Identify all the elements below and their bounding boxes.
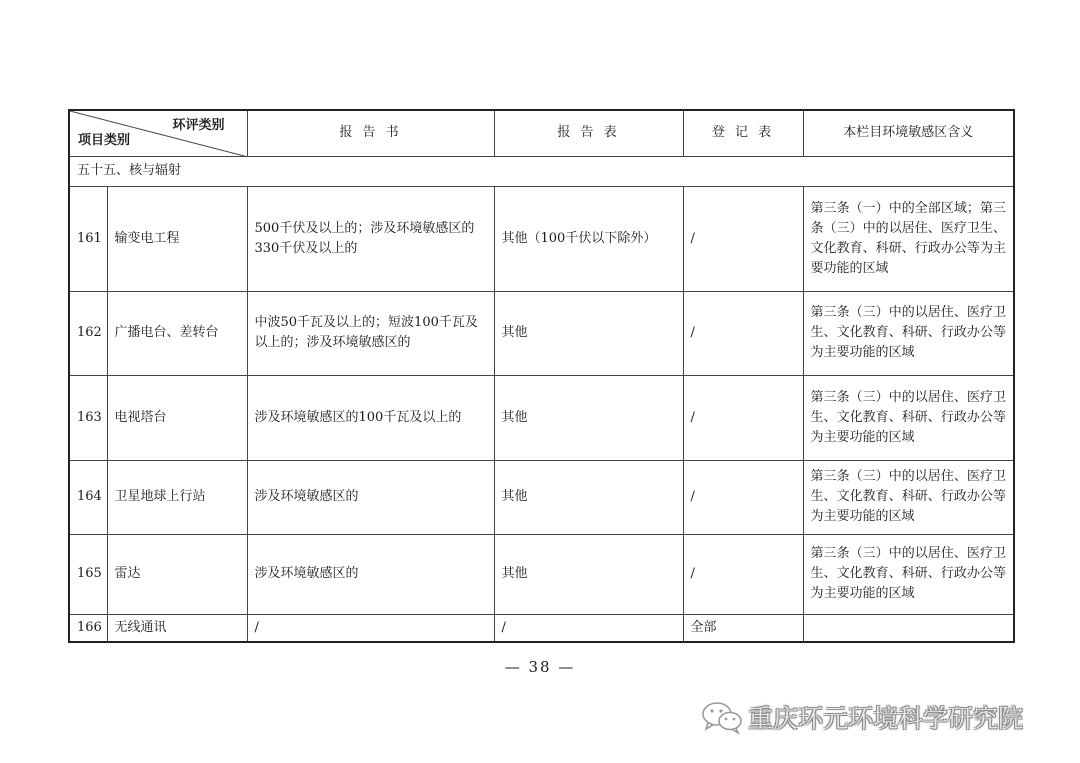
register-cell: 全部 xyxy=(683,614,803,642)
sensitive-area-cell: 第三条（三）中的以居住、医疗卫生、文化教育、科研、行政办公等为主要功能的区域 xyxy=(803,291,1014,375)
report-form-cell: 其他 xyxy=(494,534,683,614)
row-number: 164 xyxy=(69,460,107,534)
register-cell: / xyxy=(683,375,803,460)
page-number: — 38 — xyxy=(504,658,576,676)
diagonal-header-cell xyxy=(69,110,247,156)
sensitive-area-cell: 第三条（一）中的全部区域；第三条（三）中的以居住、医疗卫生、文化教育、科研、行政办公等为主要功能的区域 xyxy=(803,186,1014,291)
row-number: 162 xyxy=(69,291,107,375)
report-book-cell: 涉及环境敏感区的 xyxy=(247,460,494,534)
sensitive-area-cell: 第三条（三）中的以居住、医疗卫生、文化教育、科研、行政办公等为主要功能的区域 xyxy=(803,460,1014,534)
project-name: 广播电台、差转台 xyxy=(107,291,247,375)
sensitive-area-cell: 第三条（三）中的以居住、医疗卫生、文化教育、科研、行政办公等为主要功能的区域 xyxy=(803,375,1014,460)
table-row xyxy=(69,614,1014,642)
report-book-cell: 涉及环境敏感区的100千瓦及以上的 xyxy=(247,375,494,460)
header-row xyxy=(69,110,1014,156)
register-cell: / xyxy=(683,534,803,614)
table-row xyxy=(69,186,1014,291)
row-number: 166 xyxy=(69,614,107,642)
table-row xyxy=(69,534,1014,614)
project-name: 雷达 xyxy=(107,534,247,614)
report-book-cell: 涉及环境敏感区的 xyxy=(247,534,494,614)
report-form-cell: / xyxy=(494,614,683,642)
header-register-form: 登 记 表 xyxy=(683,110,803,156)
watermark xyxy=(700,697,1023,737)
header-sensitive-area: 本栏目环境敏感区含义 xyxy=(803,110,1014,156)
report-form-cell: 其他 xyxy=(494,460,683,534)
table-row xyxy=(69,460,1014,534)
project-name: 输变电工程 xyxy=(107,186,247,291)
project-name: 卫星地球上行站 xyxy=(107,460,247,534)
watermark-text: 重庆环元环境科学研究院 xyxy=(748,704,1024,733)
report-form-cell: 其他 xyxy=(494,375,683,460)
report-form-cell: 其他 xyxy=(494,291,683,375)
classification-table xyxy=(68,109,1015,643)
register-cell: / xyxy=(683,186,803,291)
report-book-cell: 中波50千瓦及以上的；短波100千瓦及以上的；涉及环境敏感区的 xyxy=(247,291,494,375)
register-cell: / xyxy=(683,460,803,534)
row-number: 161 xyxy=(69,186,107,291)
wechat-icon xyxy=(700,699,744,735)
row-number: 165 xyxy=(69,534,107,614)
header-report-form: 报 告 表 xyxy=(494,110,683,156)
row-number: 163 xyxy=(69,375,107,460)
report-form-cell: 其他（100千伏以下除外） xyxy=(494,186,683,291)
sensitive-area-cell xyxy=(803,614,1014,642)
table-row xyxy=(69,291,1014,375)
project-name: 无线通讯 xyxy=(107,614,247,642)
section-row xyxy=(69,156,1014,186)
project-name: 电视塔台 xyxy=(107,375,247,460)
section-title: 五十五、核与辐射 xyxy=(69,156,1014,186)
sensitive-area-cell: 第三条（三）中的以居住、医疗卫生、文化教育、科研、行政办公等为主要功能的区域 xyxy=(803,534,1014,614)
register-cell: / xyxy=(683,291,803,375)
report-book-cell: / xyxy=(247,614,494,642)
report-book-cell: 500千伏及以上的；涉及环境敏感区的330千伏及以上的 xyxy=(247,186,494,291)
header-category-eia: 环评类别 xyxy=(172,118,225,133)
header-category-project: 项目类别 xyxy=(78,132,131,148)
table-row xyxy=(69,375,1014,460)
header-report-book: 报 告 书 xyxy=(247,110,494,156)
